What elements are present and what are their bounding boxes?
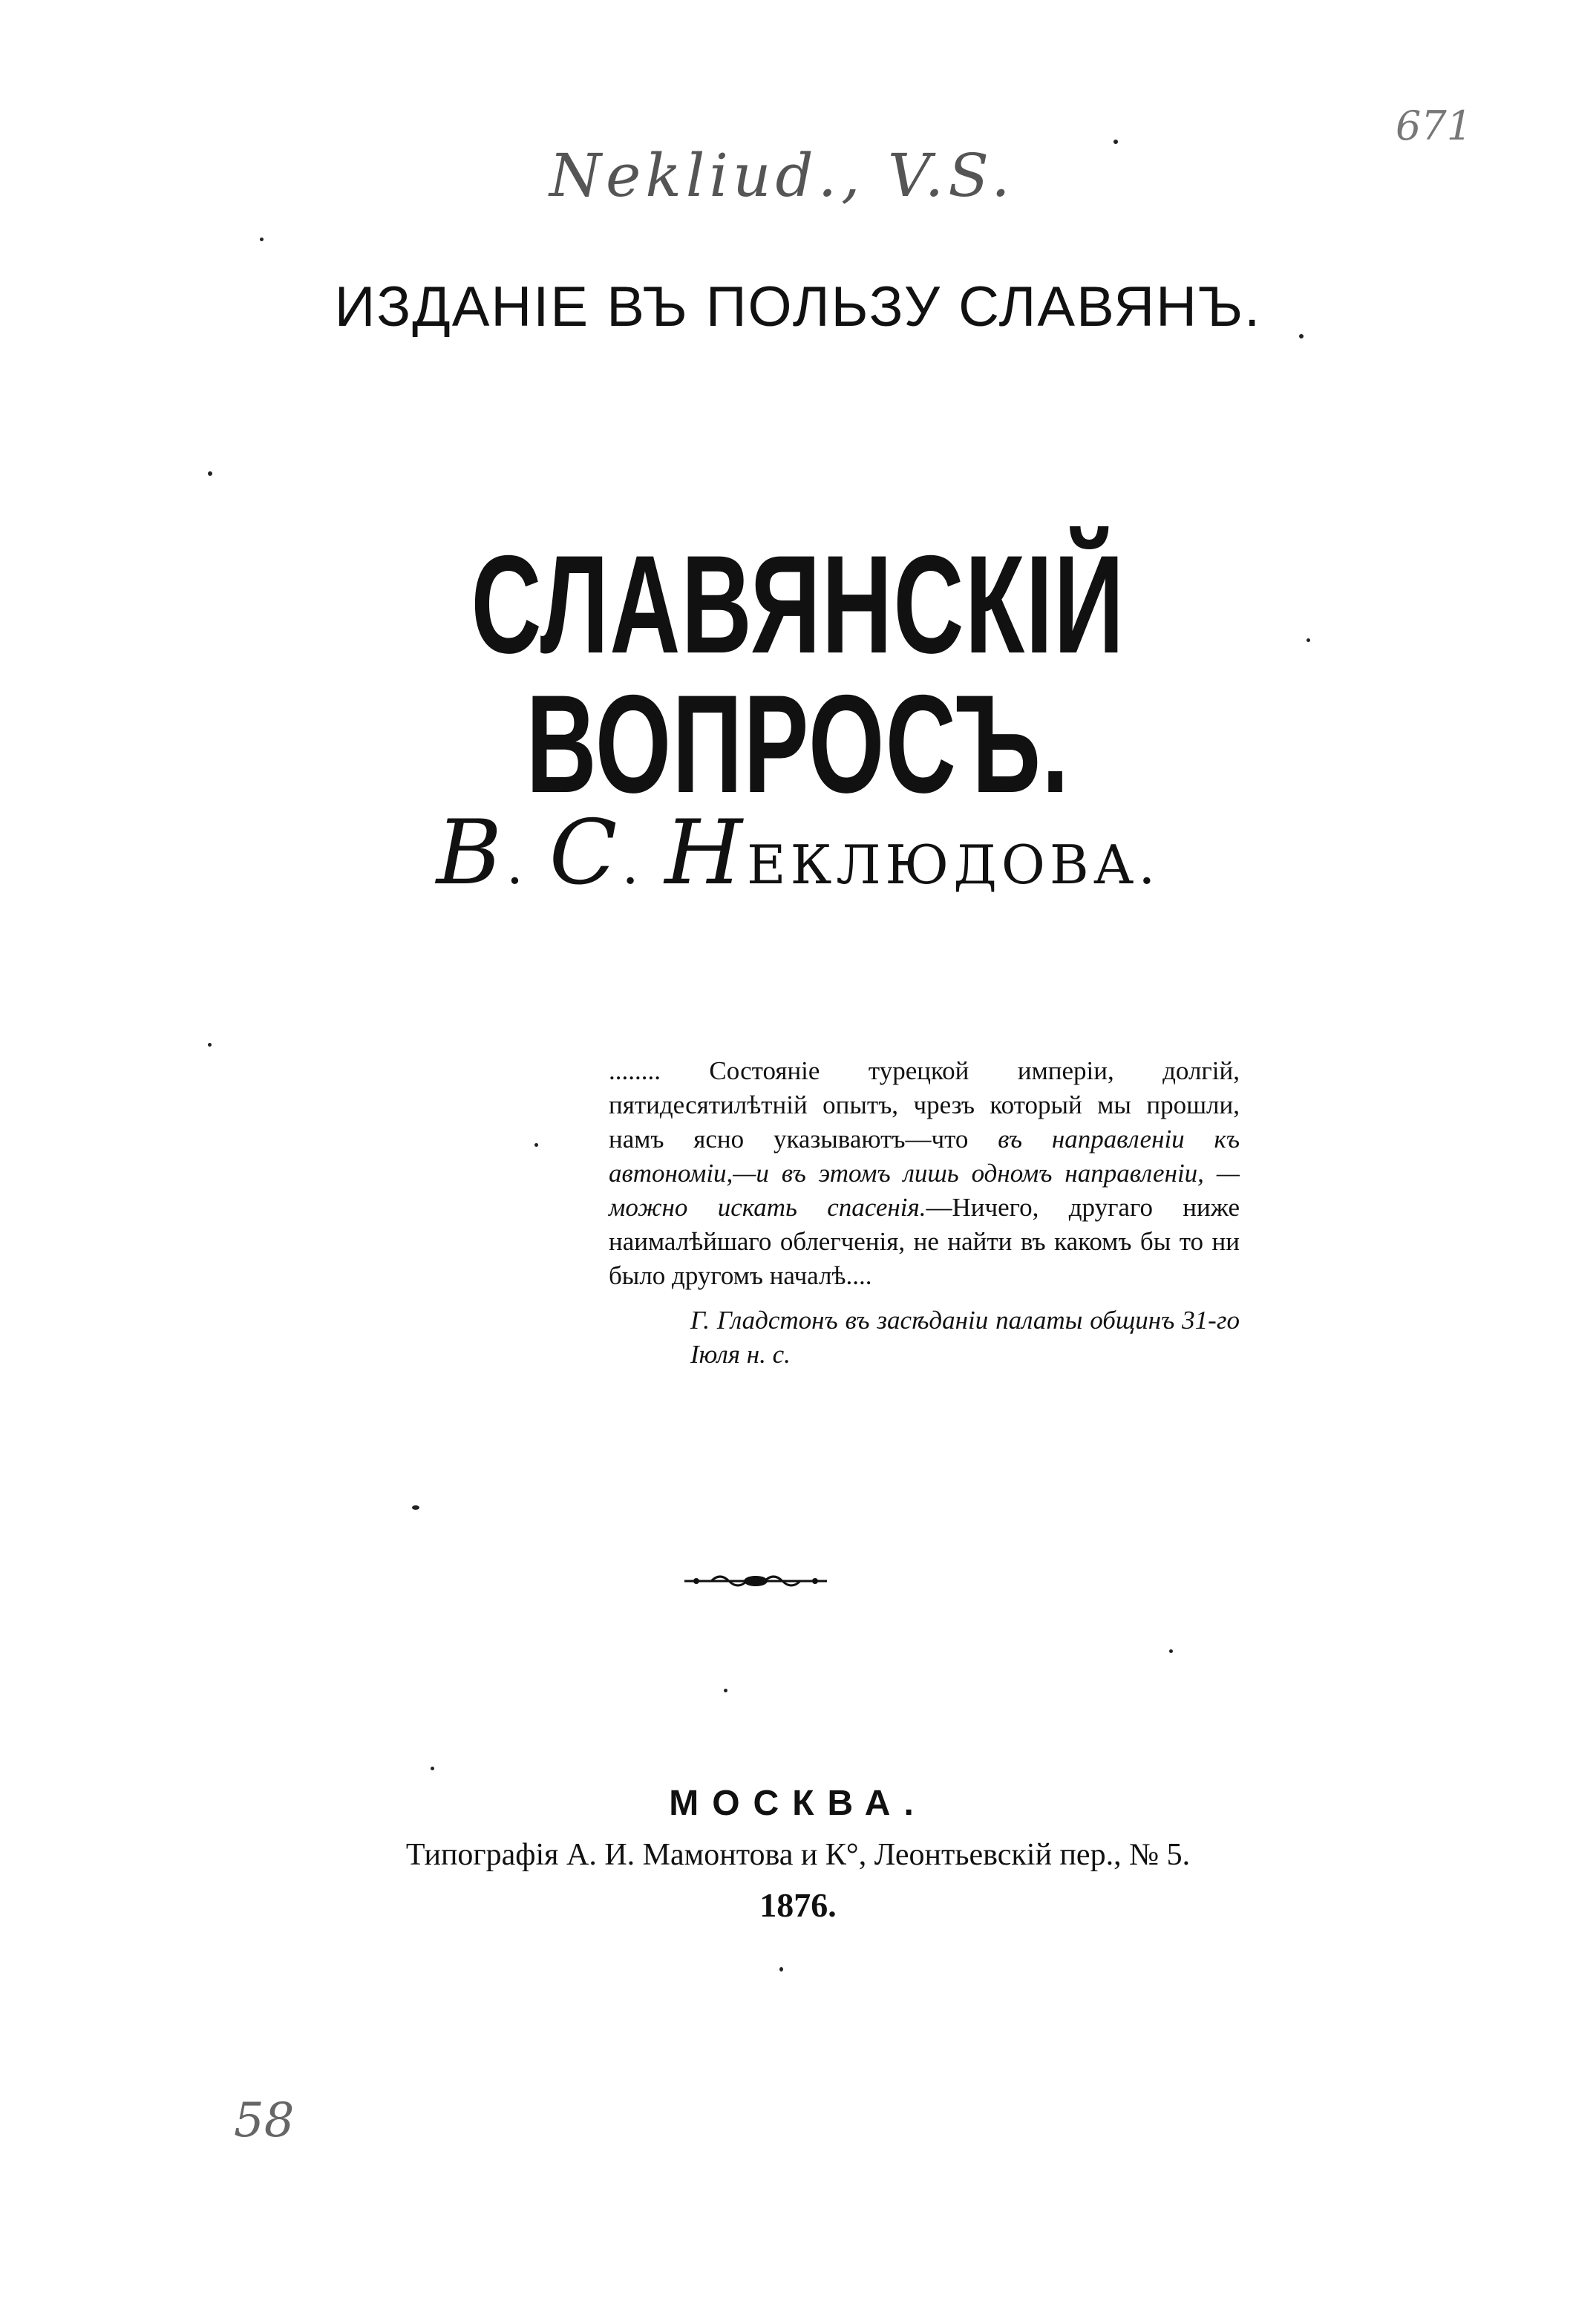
author-surname-initial: Н	[664, 802, 748, 905]
handwritten-shelf-note: Nekliud., V.S.	[549, 141, 1015, 210]
series-title: ИЗДАНІЕ ВЪ ПОЛЬЗУ СЛАВЯНЪ.	[334, 275, 1262, 338]
scan-speck	[208, 471, 212, 476]
scan-speck	[208, 1043, 212, 1047]
scan-speck	[260, 238, 264, 241]
scan-speck	[1306, 638, 1310, 642]
author-initial-first: В	[436, 802, 506, 905]
ornament-flourish-icon	[681, 1566, 830, 1596]
author-surname-rest: ЕКЛЮДОВА.	[747, 834, 1160, 896]
epigraph-part-2: —Ничего, другаго ниже наималѣйшаго облегченія, не найти въ какомъ бы то ни было другомъ началѣ....	[609, 1193, 1240, 1290]
author-initial-patronymic: С	[549, 802, 622, 905]
handwritten-corner-number: 671	[1396, 102, 1473, 149]
author-line: В. С. НЕКЛЮДОВА.	[436, 802, 1160, 905]
epigraph-emphasis: въ направленіи къ автономіи,—и въ этомъ лишь одномъ направленіи, — можно искать спасенія.	[609, 1125, 1240, 1222]
epigraph-part-1: ........ Состояніе турецкой имперіи, долгій, пятидесятилѣтній опытъ, чрезъ который мы прошли, намъ ясно указываютъ—что	[609, 1056, 1240, 1154]
scan-speck	[534, 1143, 538, 1147]
main-title: СЛАВЯНСКІЙ ВОПРОСЪ.	[471, 526, 1125, 822]
scan-speck	[724, 1689, 727, 1692]
scan-speck	[412, 1505, 419, 1510]
imprint-year: 1876.	[759, 1886, 837, 1924]
scan-speck	[1169, 1649, 1173, 1653]
epigraph-attribution: Г. Гладстонъ въ засѣданіи палаты общинъ 31-го Іюля н. с.	[690, 1306, 1240, 1369]
epigraph	[609, 1054, 1240, 1372]
epigraph-quote	[609, 1054, 1240, 1293]
imprint	[0, 1781, 1596, 1927]
scan-speck	[431, 1767, 434, 1770]
handwritten-bottom-number: 58	[234, 2093, 295, 2148]
scan-speck	[779, 1967, 783, 1971]
scan-speck	[1113, 140, 1118, 144]
scan-speck	[1299, 334, 1304, 338]
imprint-press: Типографія А. И. Мамонтова и К°, Леонтьевскій пер., № 5.	[405, 1838, 1191, 1872]
imprint-city: МОСКВА.	[669, 1784, 927, 1823]
